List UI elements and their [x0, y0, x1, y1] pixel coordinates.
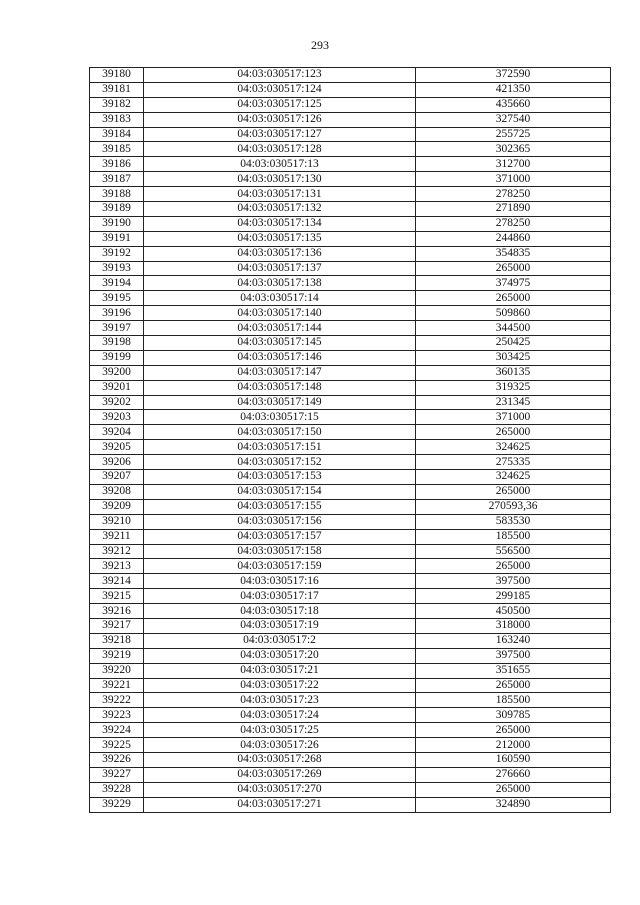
value-cell: 397500	[416, 574, 611, 589]
cadastral-number-cell: 04:03:030517:126	[144, 112, 416, 127]
value-cell: 255725	[416, 127, 611, 142]
table-row	[90, 544, 611, 559]
row-number-cell: 39211	[90, 529, 144, 544]
table-row	[90, 291, 611, 306]
cadastral-number-cell: 04:03:030517:138	[144, 276, 416, 291]
table-row	[90, 336, 611, 351]
row-number-cell: 39214	[90, 574, 144, 589]
cadastral-number-cell: 04:03:030517:144	[144, 321, 416, 336]
table-row	[90, 767, 611, 782]
cadastral-number-cell: 04:03:030517:130	[144, 172, 416, 187]
value-cell: 583530	[416, 514, 611, 529]
cadastral-number-cell: 04:03:030517:270	[144, 782, 416, 797]
table-row	[90, 633, 611, 648]
cadastral-number-cell: 04:03:030517:135	[144, 231, 416, 246]
value-cell: 435660	[416, 97, 611, 112]
row-number-cell: 39194	[90, 276, 144, 291]
cadastral-number-cell: 04:03:030517:128	[144, 142, 416, 157]
row-number-cell: 39180	[90, 68, 144, 83]
cadastral-number-cell: 04:03:030517:21	[144, 663, 416, 678]
value-cell: 265000	[416, 291, 611, 306]
value-cell: 265000	[416, 723, 611, 738]
cadastral-number-cell: 04:03:030517:22	[144, 678, 416, 693]
cadastral-number-cell: 04:03:030517:145	[144, 336, 416, 351]
cadastral-number-cell: 04:03:030517:153	[144, 470, 416, 485]
row-number-cell: 39225	[90, 738, 144, 753]
table-row	[90, 380, 611, 395]
cadastral-number-cell: 04:03:030517:17	[144, 589, 416, 604]
cadastral-number-cell: 04:03:030517:140	[144, 306, 416, 321]
row-number-cell: 39189	[90, 202, 144, 217]
cadastral-number-cell: 04:03:030517:14	[144, 291, 416, 306]
value-cell: 276660	[416, 767, 611, 782]
value-cell: 163240	[416, 633, 611, 648]
value-cell: 450500	[416, 604, 611, 619]
value-cell: 324890	[416, 797, 611, 812]
row-number-cell: 39182	[90, 97, 144, 112]
cadastral-number-cell: 04:03:030517:154	[144, 484, 416, 499]
cadastral-number-cell: 04:03:030517:127	[144, 127, 416, 142]
table-row	[90, 529, 611, 544]
row-number-cell: 39227	[90, 767, 144, 782]
table-row	[90, 514, 611, 529]
row-number-cell: 39204	[90, 425, 144, 440]
table-row	[90, 559, 611, 574]
row-number-cell: 39188	[90, 187, 144, 202]
cadastral-number-cell: 04:03:030517:16	[144, 574, 416, 589]
cadastral-table	[89, 67, 611, 813]
cadastral-number-cell: 04:03:030517:269	[144, 767, 416, 782]
value-cell: 302365	[416, 142, 611, 157]
value-cell: 372590	[416, 68, 611, 83]
table-row	[90, 708, 611, 723]
value-cell: 303425	[416, 350, 611, 365]
row-number-cell: 39190	[90, 216, 144, 231]
cadastral-number-cell: 04:03:030517:13	[144, 157, 416, 172]
cadastral-number-cell: 04:03:030517:137	[144, 261, 416, 276]
table-row	[90, 187, 611, 202]
cadastral-number-cell: 04:03:030517:132	[144, 202, 416, 217]
table-row	[90, 425, 611, 440]
cadastral-number-cell: 04:03:030517:15	[144, 410, 416, 425]
table-row	[90, 723, 611, 738]
cadastral-number-cell: 04:03:030517:123	[144, 68, 416, 83]
row-number-cell: 39192	[90, 246, 144, 261]
cadastral-number-cell: 04:03:030517:23	[144, 693, 416, 708]
cadastral-number-cell: 04:03:030517:147	[144, 365, 416, 380]
row-number-cell: 39198	[90, 336, 144, 351]
table-row	[90, 752, 611, 767]
value-cell: 299185	[416, 589, 611, 604]
value-cell: 275335	[416, 455, 611, 470]
cadastral-number-cell: 04:03:030517:134	[144, 216, 416, 231]
value-cell: 270593,36	[416, 499, 611, 514]
value-cell: 271890	[416, 202, 611, 217]
row-number-cell: 39191	[90, 231, 144, 246]
table-row	[90, 112, 611, 127]
cadastral-number-cell: 04:03:030517:26	[144, 738, 416, 753]
table-row	[90, 231, 611, 246]
value-cell: 278250	[416, 216, 611, 231]
table-body	[90, 68, 611, 813]
row-number-cell: 39221	[90, 678, 144, 693]
row-number-cell: 39186	[90, 157, 144, 172]
value-cell: 231345	[416, 395, 611, 410]
cadastral-number-cell: 04:03:030517:131	[144, 187, 416, 202]
row-number-cell: 39228	[90, 782, 144, 797]
value-cell: 244860	[416, 231, 611, 246]
table-row	[90, 499, 611, 514]
cadastral-number-cell: 04:03:030517:151	[144, 440, 416, 455]
value-cell: 344500	[416, 321, 611, 336]
cadastral-number-cell: 04:03:030517:20	[144, 648, 416, 663]
cadastral-number-cell: 04:03:030517:156	[144, 514, 416, 529]
value-cell: 324625	[416, 440, 611, 455]
table-row	[90, 202, 611, 217]
value-cell: 371000	[416, 410, 611, 425]
value-cell: 354835	[416, 246, 611, 261]
value-cell: 265000	[416, 678, 611, 693]
cadastral-number-cell: 04:03:030517:124	[144, 82, 416, 97]
table-row	[90, 440, 611, 455]
table-row	[90, 276, 611, 291]
row-number-cell: 39210	[90, 514, 144, 529]
table-row	[90, 574, 611, 589]
table-row	[90, 648, 611, 663]
value-cell: 265000	[416, 425, 611, 440]
cadastral-number-cell: 04:03:030517:125	[144, 97, 416, 112]
table-row	[90, 142, 611, 157]
cadastral-number-cell: 04:03:030517:25	[144, 723, 416, 738]
value-cell: 185500	[416, 529, 611, 544]
value-cell: 250425	[416, 336, 611, 351]
row-number-cell: 39187	[90, 172, 144, 187]
table-row	[90, 127, 611, 142]
table-row	[90, 68, 611, 83]
table-row	[90, 261, 611, 276]
value-cell: 309785	[416, 708, 611, 723]
row-number-cell: 39208	[90, 484, 144, 499]
value-cell: 312700	[416, 157, 611, 172]
table-row	[90, 216, 611, 231]
table-row	[90, 306, 611, 321]
value-cell: 351655	[416, 663, 611, 678]
table-row	[90, 678, 611, 693]
row-number-cell: 39229	[90, 797, 144, 812]
cadastral-number-cell: 04:03:030517:152	[144, 455, 416, 470]
cadastral-number-cell: 04:03:030517:159	[144, 559, 416, 574]
row-number-cell: 39217	[90, 618, 144, 633]
row-number-cell: 39226	[90, 752, 144, 767]
cadastral-number-cell: 04:03:030517:150	[144, 425, 416, 440]
table-row	[90, 395, 611, 410]
row-number-cell: 39213	[90, 559, 144, 574]
row-number-cell: 39183	[90, 112, 144, 127]
value-cell: 371000	[416, 172, 611, 187]
table-row	[90, 589, 611, 604]
table-row	[90, 484, 611, 499]
table-row	[90, 782, 611, 797]
table-row	[90, 365, 611, 380]
value-cell: 265000	[416, 261, 611, 276]
row-number-cell: 39222	[90, 693, 144, 708]
row-number-cell: 39193	[90, 261, 144, 276]
cadastral-number-cell: 04:03:030517:146	[144, 350, 416, 365]
cadastral-number-cell: 04:03:030517:155	[144, 499, 416, 514]
row-number-cell: 39224	[90, 723, 144, 738]
table-row	[90, 157, 611, 172]
row-number-cell: 39218	[90, 633, 144, 648]
value-cell: 160590	[416, 752, 611, 767]
value-cell: 319325	[416, 380, 611, 395]
table-row	[90, 350, 611, 365]
table-row	[90, 172, 611, 187]
table-row	[90, 738, 611, 753]
cadastral-number-cell: 04:03:030517:18	[144, 604, 416, 619]
table-row	[90, 97, 611, 112]
row-number-cell: 39215	[90, 589, 144, 604]
value-cell: 556500	[416, 544, 611, 559]
value-cell: 374975	[416, 276, 611, 291]
table-row	[90, 797, 611, 812]
value-cell: 265000	[416, 559, 611, 574]
row-number-cell: 39212	[90, 544, 144, 559]
value-cell: 278250	[416, 187, 611, 202]
row-number-cell: 39203	[90, 410, 144, 425]
row-number-cell: 39206	[90, 455, 144, 470]
table-row	[90, 618, 611, 633]
row-number-cell: 39197	[90, 321, 144, 336]
cadastral-number-cell: 04:03:030517:157	[144, 529, 416, 544]
value-cell: 509860	[416, 306, 611, 321]
table-row	[90, 604, 611, 619]
table-row	[90, 663, 611, 678]
row-number-cell: 39199	[90, 350, 144, 365]
row-number-cell: 39184	[90, 127, 144, 142]
value-cell: 318000	[416, 618, 611, 633]
page-number: 293	[311, 38, 329, 52]
cadastral-number-cell: 04:03:030517:271	[144, 797, 416, 812]
value-cell: 360135	[416, 365, 611, 380]
row-number-cell: 39202	[90, 395, 144, 410]
value-cell: 265000	[416, 782, 611, 797]
row-number-cell: 39181	[90, 82, 144, 97]
cadastral-number-cell: 04:03:030517:19	[144, 618, 416, 633]
table-row	[90, 321, 611, 336]
row-number-cell: 39220	[90, 663, 144, 678]
cadastral-number-cell: 04:03:030517:2	[144, 633, 416, 648]
table-row	[90, 455, 611, 470]
value-cell: 265000	[416, 484, 611, 499]
cadastral-number-cell: 04:03:030517:149	[144, 395, 416, 410]
table-row	[90, 470, 611, 485]
row-number-cell: 39196	[90, 306, 144, 321]
cadastral-number-cell: 04:03:030517:148	[144, 380, 416, 395]
value-cell: 324625	[416, 470, 611, 485]
value-cell: 421350	[416, 82, 611, 97]
value-cell: 397500	[416, 648, 611, 663]
table-row	[90, 410, 611, 425]
row-number-cell: 39185	[90, 142, 144, 157]
value-cell: 185500	[416, 693, 611, 708]
row-number-cell: 39219	[90, 648, 144, 663]
row-number-cell: 39200	[90, 365, 144, 380]
table-row	[90, 246, 611, 261]
row-number-cell: 39195	[90, 291, 144, 306]
value-cell: 327540	[416, 112, 611, 127]
table-row	[90, 693, 611, 708]
row-number-cell: 39216	[90, 604, 144, 619]
cadastral-number-cell: 04:03:030517:158	[144, 544, 416, 559]
row-number-cell: 39209	[90, 499, 144, 514]
row-number-cell: 39205	[90, 440, 144, 455]
cadastral-number-cell: 04:03:030517:268	[144, 752, 416, 767]
cadastral-number-cell: 04:03:030517:24	[144, 708, 416, 723]
value-cell: 212000	[416, 738, 611, 753]
row-number-cell: 39207	[90, 470, 144, 485]
row-number-cell: 39201	[90, 380, 144, 395]
table-row	[90, 82, 611, 97]
cadastral-number-cell: 04:03:030517:136	[144, 246, 416, 261]
row-number-cell: 39223	[90, 708, 144, 723]
